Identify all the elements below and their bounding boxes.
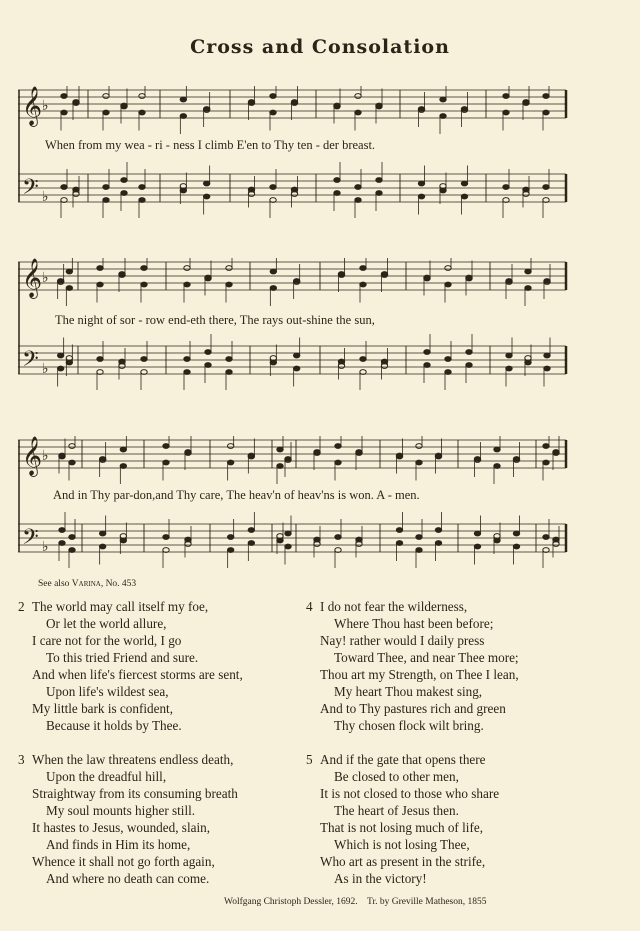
note-head bbox=[69, 535, 75, 540]
note-head bbox=[163, 460, 169, 465]
verse-line: The world may call itself my foe, bbox=[32, 599, 209, 614]
see-also-note: See also Varina, No. 453 bbox=[38, 579, 137, 589]
note-head bbox=[205, 363, 211, 368]
treble-clef-icon: 𝄞 bbox=[22, 86, 43, 126]
note-head bbox=[285, 531, 291, 536]
note-head bbox=[73, 100, 79, 105]
verse-line: Thy chosen flock wilt bring. bbox=[334, 718, 484, 733]
note-head bbox=[355, 110, 361, 115]
note-head bbox=[103, 198, 109, 203]
verse-number: 2 bbox=[18, 599, 25, 614]
verse-line: And finds in Him its home, bbox=[46, 837, 191, 852]
verse-3 bbox=[18, 751, 238, 887]
note-head bbox=[544, 279, 550, 284]
note-head bbox=[163, 444, 169, 449]
note-head bbox=[396, 541, 402, 546]
note-head bbox=[97, 282, 103, 287]
flat-icon: ♭ bbox=[42, 448, 49, 464]
note-head bbox=[445, 370, 451, 375]
note-head bbox=[59, 541, 65, 546]
note-head bbox=[99, 531, 105, 536]
note-head bbox=[543, 444, 549, 449]
note-head bbox=[461, 194, 467, 199]
verse-line: When the law threatens endless death, bbox=[32, 752, 234, 767]
note-head bbox=[356, 537, 362, 542]
verse-line: Straightway from its consuming breath bbox=[32, 786, 238, 801]
verse-line: I do not fear the wilderness, bbox=[320, 599, 468, 614]
note-head bbox=[61, 94, 67, 99]
note-head bbox=[226, 266, 232, 271]
verse-line: Which is not losing Thee, bbox=[334, 837, 470, 852]
verse-line: My soul mounts higher still. bbox=[46, 803, 196, 818]
note-head bbox=[227, 535, 233, 540]
note-head bbox=[523, 187, 529, 192]
note-head bbox=[338, 359, 344, 364]
verse-line: As in the victory! bbox=[334, 871, 427, 886]
note-head bbox=[141, 357, 147, 362]
note-head bbox=[525, 269, 531, 274]
note-head bbox=[474, 531, 480, 536]
note-head bbox=[69, 444, 75, 449]
note-head bbox=[203, 181, 209, 186]
note-head bbox=[185, 537, 191, 542]
note-head bbox=[141, 282, 147, 287]
verse-line: And to Thy pastures rich and green bbox=[320, 701, 506, 716]
note-head bbox=[57, 353, 63, 358]
verse-line: It is not closed to those who share bbox=[320, 786, 500, 801]
note-head bbox=[119, 272, 125, 277]
note-head bbox=[474, 457, 480, 462]
note-head bbox=[513, 544, 519, 549]
note-head bbox=[461, 107, 467, 112]
note-head bbox=[360, 266, 366, 271]
note-head bbox=[248, 528, 254, 533]
note-head bbox=[381, 272, 387, 277]
note-head bbox=[445, 266, 451, 271]
note-head bbox=[334, 178, 340, 183]
note-head bbox=[543, 94, 549, 99]
note-head bbox=[435, 541, 441, 546]
note-head bbox=[185, 450, 191, 455]
note-head bbox=[184, 357, 190, 362]
note-head bbox=[227, 444, 233, 449]
note-head bbox=[355, 198, 361, 203]
note-head bbox=[513, 457, 519, 462]
note-head bbox=[103, 94, 109, 99]
treble-clef-icon: 𝄞 bbox=[22, 258, 43, 298]
verse-line: Thou art my Strength, on Thee I lean, bbox=[320, 667, 519, 682]
note-head bbox=[97, 266, 103, 271]
note-head bbox=[227, 548, 233, 553]
note-head bbox=[445, 357, 451, 362]
note-head bbox=[291, 187, 297, 192]
note-head bbox=[416, 444, 422, 449]
note-head bbox=[293, 279, 299, 284]
note-head bbox=[523, 100, 529, 105]
verse-line: My little bark is confident, bbox=[32, 701, 174, 716]
treble-clef-icon: 𝄞 bbox=[22, 436, 43, 476]
verse-line: Where Thou hast been before; bbox=[334, 616, 494, 631]
author-credit: Wolfgang Christoph Dessler, 1692. bbox=[224, 897, 358, 907]
note-head bbox=[503, 185, 509, 190]
note-head bbox=[335, 444, 341, 449]
verse-line: And if the gate that opens there bbox=[320, 752, 486, 767]
note-head bbox=[543, 185, 549, 190]
note-head bbox=[184, 266, 190, 271]
verse-line: To this tried Friend and sure. bbox=[46, 650, 199, 665]
note-head bbox=[544, 366, 550, 371]
note-head bbox=[73, 187, 79, 192]
note-head bbox=[99, 544, 105, 549]
note-head bbox=[445, 282, 451, 287]
note-head bbox=[139, 198, 145, 203]
note-head bbox=[103, 110, 109, 115]
note-head bbox=[226, 357, 232, 362]
note-head bbox=[360, 282, 366, 287]
note-head bbox=[184, 282, 190, 287]
note-head bbox=[355, 94, 361, 99]
note-head bbox=[418, 107, 424, 112]
note-head bbox=[355, 185, 361, 190]
note-head bbox=[180, 97, 186, 102]
note-head bbox=[424, 350, 430, 355]
verse-line: Upon life's wildest sea, bbox=[46, 684, 169, 699]
verse-line: And where no death can come. bbox=[46, 871, 210, 886]
note-head bbox=[285, 457, 291, 462]
verse-2 bbox=[18, 598, 243, 734]
note-head bbox=[59, 528, 65, 533]
music-system-3 bbox=[18, 436, 570, 576]
note-head bbox=[544, 353, 550, 358]
note-head bbox=[277, 464, 283, 469]
note-head bbox=[270, 110, 276, 115]
lyric-line: The night of sor - row end-eth there, The rays out-shine the sun, bbox=[55, 313, 375, 327]
note-head bbox=[270, 269, 276, 274]
flat-icon: ♭ bbox=[42, 189, 49, 205]
note-head bbox=[418, 194, 424, 199]
note-head bbox=[103, 185, 109, 190]
verse-line: Whence it shall not go forth again, bbox=[32, 854, 215, 869]
staff-pair bbox=[18, 86, 570, 226]
note-head bbox=[543, 460, 549, 465]
note-head bbox=[553, 450, 559, 455]
staff-pair bbox=[18, 436, 570, 576]
bass-clef-icon: 𝄢 bbox=[22, 347, 39, 377]
note-head bbox=[513, 531, 519, 536]
bass-clef-icon: 𝄢 bbox=[22, 525, 39, 555]
note-head bbox=[120, 464, 126, 469]
note-head bbox=[248, 100, 254, 105]
note-head bbox=[424, 363, 430, 368]
verse-number: 3 bbox=[18, 752, 25, 767]
verse-line: That is not losing much of life, bbox=[320, 820, 483, 835]
note-head bbox=[121, 191, 127, 196]
note-head bbox=[335, 460, 341, 465]
verse-4 bbox=[306, 598, 519, 734]
note-head bbox=[466, 350, 472, 355]
music-system-2 bbox=[18, 258, 570, 398]
note-head bbox=[396, 528, 402, 533]
note-head bbox=[120, 447, 126, 452]
note-head bbox=[503, 110, 509, 115]
note-head bbox=[416, 548, 422, 553]
note-head bbox=[270, 286, 276, 291]
note-head bbox=[180, 114, 186, 119]
verse-line: Upon the dreadful hill, bbox=[46, 769, 167, 784]
lyric-line: When from my wea - ri - ness I climb E'en to Thy ten - der breast. bbox=[45, 138, 376, 152]
note-head bbox=[360, 357, 366, 362]
note-head bbox=[314, 450, 320, 455]
note-head bbox=[293, 366, 299, 371]
note-head bbox=[69, 460, 75, 465]
note-head bbox=[227, 460, 233, 465]
verse-line: Nay! rather would I daily press bbox=[320, 633, 485, 648]
note-head bbox=[335, 535, 341, 540]
note-head bbox=[57, 366, 63, 371]
note-head bbox=[503, 94, 509, 99]
note-head bbox=[184, 370, 190, 375]
note-head bbox=[248, 541, 254, 546]
verse-line: And when life's fiercest storms are sent, bbox=[32, 667, 243, 682]
note-head bbox=[494, 464, 500, 469]
note-head bbox=[506, 353, 512, 358]
note-head bbox=[474, 544, 480, 549]
bass-clef-icon: 𝄢 bbox=[22, 175, 39, 205]
note-head bbox=[334, 191, 340, 196]
note-head bbox=[285, 544, 291, 549]
note-head bbox=[416, 460, 422, 465]
note-head bbox=[277, 447, 283, 452]
note-head bbox=[553, 537, 559, 542]
flat-icon: ♭ bbox=[42, 361, 49, 377]
note-head bbox=[376, 191, 382, 196]
verse-number: 5 bbox=[306, 752, 313, 767]
note-head bbox=[494, 447, 500, 452]
note-head bbox=[61, 110, 67, 115]
see-also-tune: Varina bbox=[71, 579, 101, 589]
note-head bbox=[203, 107, 209, 112]
flat-icon: ♭ bbox=[42, 270, 49, 286]
note-head bbox=[226, 282, 232, 287]
note-head bbox=[61, 185, 67, 190]
note-head bbox=[163, 535, 169, 540]
note-head bbox=[57, 279, 63, 284]
note-head bbox=[121, 178, 127, 183]
note-head bbox=[293, 353, 299, 358]
verse-line: Toward Thee, and near Thee more; bbox=[334, 650, 519, 665]
note-head bbox=[205, 350, 211, 355]
note-head bbox=[381, 359, 387, 364]
note-head bbox=[139, 185, 145, 190]
credits bbox=[224, 897, 486, 907]
see-also-number: No. 453 bbox=[105, 579, 137, 589]
note-head bbox=[270, 185, 276, 190]
verse-line: I care not for the world, I go bbox=[32, 633, 182, 648]
note-head bbox=[69, 548, 75, 553]
note-head bbox=[461, 181, 467, 186]
note-head bbox=[416, 535, 422, 540]
verse-line: Because it holds by Thee. bbox=[46, 718, 182, 733]
music-system-1 bbox=[18, 86, 570, 226]
note-head bbox=[543, 535, 549, 540]
lyric-line: And in Thy par-don,and Thy care, The heav'n of heav'ns is won. A - men. bbox=[53, 488, 420, 502]
note-head bbox=[66, 286, 72, 291]
note-head bbox=[525, 286, 531, 291]
verse-line: Be closed to other men, bbox=[334, 769, 459, 784]
note-head bbox=[466, 363, 472, 368]
verse-line: The heart of Jesus then. bbox=[334, 803, 459, 818]
note-head bbox=[506, 366, 512, 371]
hymn-title: Cross and Consolation bbox=[190, 36, 450, 58]
note-head bbox=[226, 370, 232, 375]
note-head bbox=[66, 269, 72, 274]
note-head bbox=[376, 178, 382, 183]
verse-line: Who art as present in the strife, bbox=[320, 854, 486, 869]
note-head bbox=[506, 279, 512, 284]
note-head bbox=[440, 114, 446, 119]
note-head bbox=[139, 110, 145, 115]
note-head bbox=[270, 94, 276, 99]
see-also-prefix: See also bbox=[38, 579, 70, 589]
flat-icon: ♭ bbox=[42, 539, 49, 555]
note-head bbox=[139, 94, 145, 99]
translator-credit: Tr. by Greville Matheson, 1855 bbox=[367, 897, 487, 907]
verse-line: Or let the world allure, bbox=[46, 616, 167, 631]
note-head bbox=[141, 266, 147, 271]
note-head bbox=[356, 450, 362, 455]
note-head bbox=[338, 272, 344, 277]
note-head bbox=[203, 194, 209, 199]
note-head bbox=[97, 357, 103, 362]
note-head bbox=[99, 457, 105, 462]
note-head bbox=[435, 528, 441, 533]
verse-line: My heart Thou makest sing, bbox=[334, 684, 483, 699]
note-head bbox=[248, 187, 254, 192]
note-head bbox=[291, 100, 297, 105]
verse-5 bbox=[306, 751, 500, 887]
staff-pair bbox=[18, 258, 570, 398]
note-head bbox=[543, 110, 549, 115]
verse-line: It hastes to Jesus, wounded, slain, bbox=[32, 820, 211, 835]
note-head bbox=[440, 97, 446, 102]
verse-number: 4 bbox=[306, 599, 313, 614]
note-head bbox=[314, 537, 320, 542]
note-head bbox=[119, 359, 125, 364]
note-head bbox=[418, 181, 424, 186]
flat-icon: ♭ bbox=[42, 98, 49, 114]
